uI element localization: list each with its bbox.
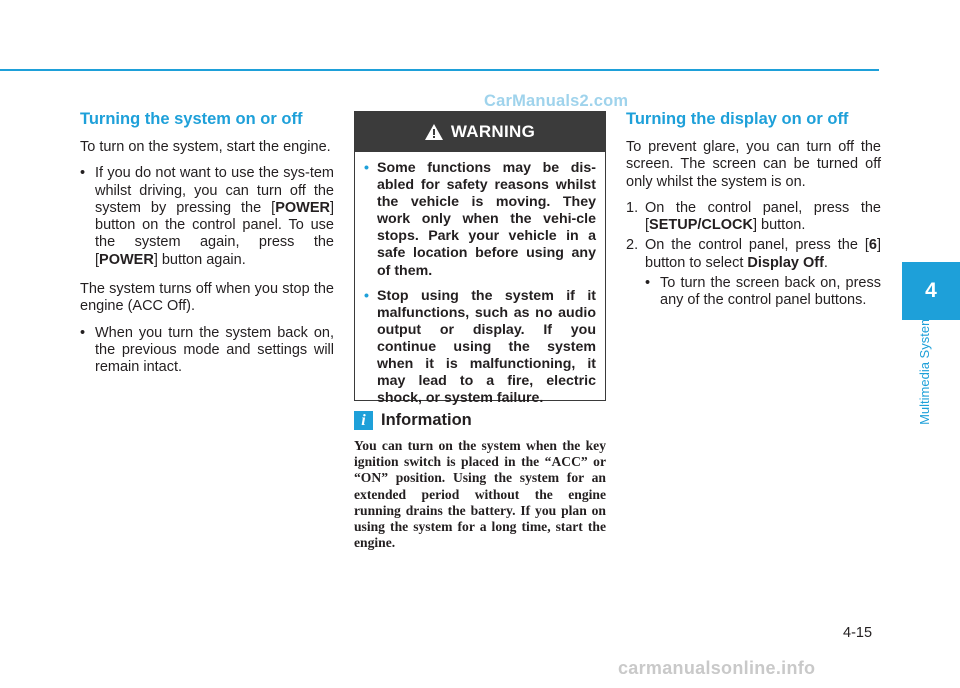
display-intro: To prevent glare, you can turn off the screen. The screen can be turned off only whilst the system is on.: [626, 139, 881, 190]
warning-box: [354, 111, 606, 407]
page-number: 4-15: [843, 625, 873, 641]
acc-off-text: The system turns off when you stop the engine (ACC Off).: [80, 281, 334, 315]
key-6: 6: [868, 237, 877, 254]
top-rule: [0, 69, 879, 71]
display-steps: [626, 200, 881, 272]
information-header: [354, 411, 606, 430]
information-title: Information: [381, 411, 472, 429]
section-heading-display: Turning the display on or off: [626, 110, 849, 128]
column-left: [80, 110, 334, 385]
warning-title: WARNING: [450, 122, 536, 141]
watermark-top: CarManuals2.com: [484, 92, 629, 110]
section-heading-power: Turning the system on or off: [80, 110, 303, 128]
bullet-power-off: • If you do not want to use the sys-tem whilst driving, you can turn off the system by pressing the [POWER] button on the control panel. To use the system again, press the [POWER] button again.: [80, 165, 334, 269]
key-display-off: Display Off: [747, 254, 824, 271]
information-block: [354, 411, 606, 551]
step-2: 2. On the control panel, press the [6] button to select Display Off.: [626, 237, 881, 271]
key-setup-clock: SETUP/CLOCK: [649, 217, 753, 234]
info-icon: i: [354, 411, 373, 430]
warning-list: [355, 152, 605, 407]
bullet-resume: • When you turn the system back on, the previous mode and settings will remain intact.: [80, 325, 334, 377]
warning-item: • Stop using the system if it malfunctions, such as no audio output or display. If you continue using the system when it is malfunctioning, it may lead to a fire, electric shock, or system failure.: [364, 288, 596, 408]
key-power: POWER: [275, 199, 330, 216]
power-bullets: [80, 165, 334, 269]
side-section-label: Multimedia System: [917, 315, 932, 425]
warning-triangle-icon: [425, 124, 443, 140]
resume-bullets: [80, 325, 334, 377]
warning-header: [355, 112, 605, 152]
warning-item: • Some functions may be dis-abled for safety reasons whilst the vehicle is moving. They work only when the vehi-cle stops. Park your vehicle in a safe location before using any of them.: [364, 160, 596, 280]
information-text: You can turn on the system when the key ignition switch is placed in the “ACC” or “ON” position. Using the system for an extended period without the engine running drains the battery. If you plan on using the system for a long time, start the engine.: [354, 438, 606, 551]
column-right: [626, 110, 881, 310]
intro-text: To turn on the system, start the engine.: [80, 139, 331, 155]
key-power-again: POWER: [99, 251, 154, 268]
step-1: 1. On the control panel, press the [SETUP/CLOCK] button.: [626, 199, 881, 234]
watermark-bottom: carmanualsonline.info: [618, 658, 816, 678]
chapter-tab: 4: [902, 262, 960, 320]
sub-bullet-turn-on: • To turn the screen back on, press any of the control panel buttons.: [626, 275, 881, 310]
